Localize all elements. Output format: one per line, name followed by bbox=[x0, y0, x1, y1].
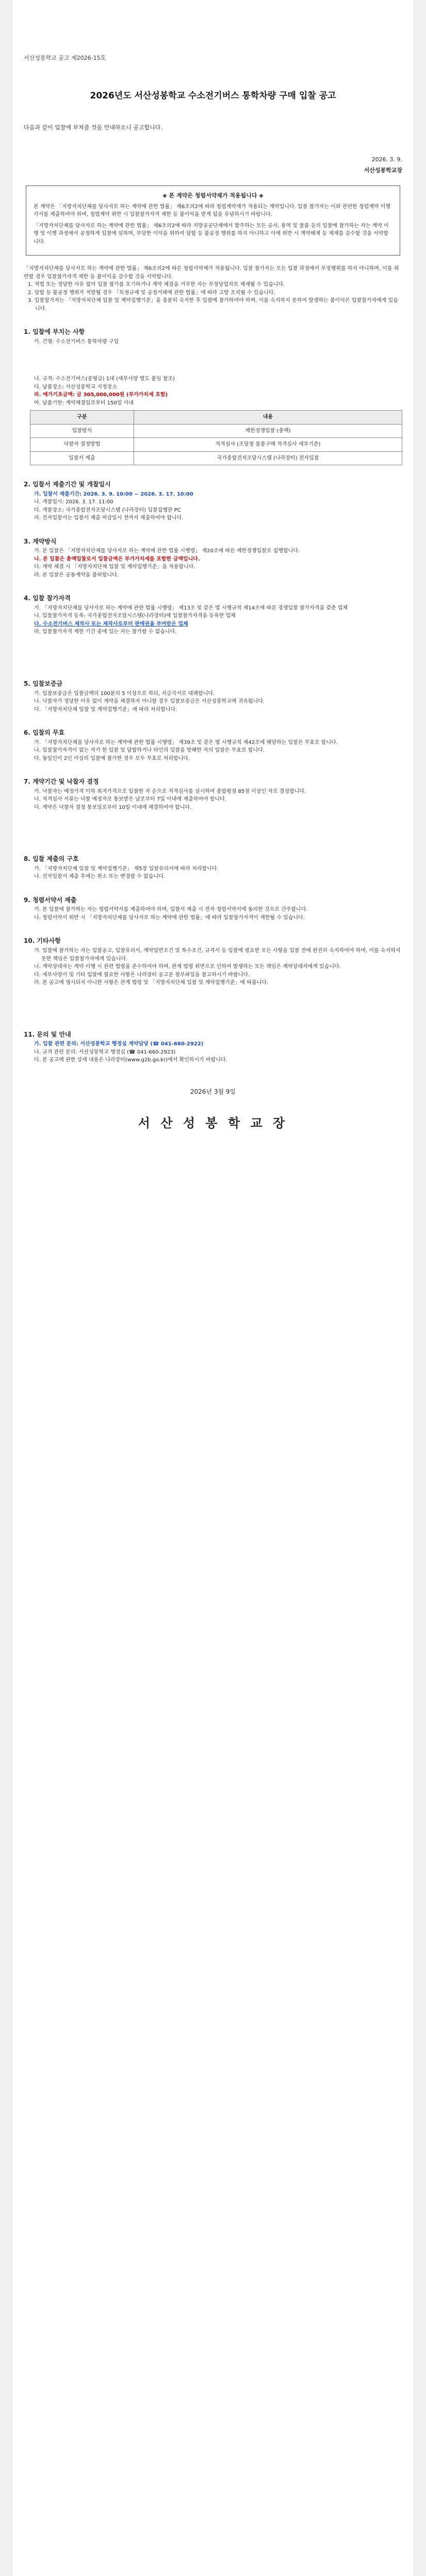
section-title: 11. 문의 및 안내 bbox=[24, 1030, 71, 1038]
preamble-item: 3. 입찰참가자는 「지방자치단체 입찰 및 계약집행기준」을 충분히 숙지한 후 입찰에 참가하여야 하며, 이를 숙지하지 못하여 발생하는 불이익은 입찰참가자에게 있습니다. bbox=[28, 298, 398, 312]
section-line: 나. 입찰참가자격 등록: 국가종합전자조달시스템(나라장터)에 입찰참가자격을 등록한 업체 bbox=[34, 613, 236, 619]
section-line: 나. 청렴서약서 위반 시 「지방자치단체를 당사자로 하는 계약에 관한 법률」에 따라 입찰참가자격이 제한될 수 있습니다. bbox=[34, 914, 305, 921]
integrity-notice-heading: ◈ 본 계약은 청렴서약제가 적용됩니다 ◈ bbox=[162, 192, 264, 199]
document-title: 2026년도 서산성봉학교 수소전기버스 통학차량 구매 입찰 공고 bbox=[90, 91, 336, 101]
section-line: 나. 본 입찰은 총액입찰로서 입찰금액은 부가가치세를 포함한 금액입니다. bbox=[34, 556, 200, 562]
section-line: 가. 입찰보증금은 입찰금액의 100분의 5 이상으로 하되, 지급각서로 대체합니다. bbox=[34, 690, 215, 697]
integrity-notice-item: 본 계약은 「지방자치단체를 당사자로 하는 계약에 관한 법률」 제6조의2에 따라 청렴계약제가 적용되는 계약입니다. 입찰 참가자는 이와 관련한 청렴계약 이행각서를 제출하여야 하며, 청렴계약 위반 시 입찰참가자격 제한 등 불이익을 받게 됨을 유념하시기 바랍니다. bbox=[34, 204, 391, 218]
preamble-item: 2. 담합 등 불공정 행위가 적발될 경우 「독점규제 및 공정거래에 관한 법률」에 따라 고발 조치될 수 있습니다. bbox=[28, 290, 275, 296]
preamble bbox=[24, 265, 402, 313]
section-body bbox=[24, 906, 402, 922]
notice-document bbox=[12, 0, 414, 2576]
section-line: 가. 「지방자치단체를 당사자로 하는 계약에 관한 법률 시행령」 제13조 및 같은 법 시행규칙 제14조에 따른 경쟁입찰 참가자격을 갖춘 업체 bbox=[34, 605, 348, 611]
section-title: 5. 입찰보증금 bbox=[24, 680, 63, 687]
section-body bbox=[24, 739, 402, 763]
table-cell: 적격심사 (조달청 물품구매 적격심사 세부기준) bbox=[134, 438, 402, 452]
notice-number: 서산성봉학교 공고 제2026-15호 bbox=[24, 55, 106, 61]
section-body bbox=[24, 490, 402, 522]
section-title: 3. 계약방식 bbox=[24, 537, 57, 545]
section-line: 라. 본 공고에 명시되지 아니한 사항은 관계 법령 및 「지방자치단체 입찰 및 계약집행기준」에 따릅니다. bbox=[34, 980, 269, 986]
section-line: 나. 적격심사 서류는 낙찰 예정자로 통보받은 날로부터 7일 이내에 제출하여야 합니다. bbox=[34, 796, 226, 803]
table-header: 구분 bbox=[30, 411, 134, 425]
section-body bbox=[24, 788, 402, 812]
section-body bbox=[24, 547, 402, 579]
section-line: 나. 규격 관련 문의: 서산성봉학교 행정실 (☎ 041-660-2923) bbox=[34, 1049, 176, 1055]
section-line: 라. 전자입찰서는 입찰서 제출 마감일시 전까지 제출하여야 합니다. bbox=[34, 515, 184, 521]
section-body bbox=[24, 375, 402, 465]
section-line: 마. 납품기한: 계약체결일로부터 150일 이내 bbox=[34, 400, 134, 406]
section-title: 8. 입찰 제출의 구호 bbox=[24, 855, 79, 863]
table-cell: 입찰방식 bbox=[30, 424, 134, 438]
section-line: 가. 입찰서 제출기간: 2026. 3. 9. 10:00 ~ 2026. 3. 17. 10:00 bbox=[34, 491, 193, 497]
notice-issuer: 서산성봉학교장 bbox=[364, 167, 402, 174]
section-line: 다. 「지방자치단체 입찰 및 계약집행기준」에 따라 처리합니다. bbox=[34, 706, 177, 713]
section-body bbox=[24, 865, 402, 881]
section-body bbox=[24, 690, 402, 714]
section-line: 나. 개찰일시: 2026. 3. 17. 11:00 bbox=[34, 499, 113, 505]
section-title: 2. 입찰서 제출기간 및 개찰일시 bbox=[24, 481, 111, 488]
section-line: 가. 「지방자치단체를 당사자로 하는 계약에 관한 법률 시행령」 제39조 및 같은 법 시행규칙 제42조에 해당하는 입찰은 무효로 합니다. bbox=[34, 739, 338, 745]
section-line: 라. 예가기초금액: 금 305,000,000원 (부가가치세 포함) bbox=[34, 392, 168, 398]
bid-summary-table bbox=[30, 410, 402, 465]
section-line: 다. 동일인이 2인 이상의 입찰에 참가한 경우 모두 무효로 처리합니다. bbox=[34, 755, 190, 761]
section-title: 7. 계약기간 및 낙찰자 결정 bbox=[24, 778, 99, 786]
section-line: 가. 본 입찰에 참가하는 자는 청렴서약서를 제출하여야 하며, 입찰서 제출 시 전자 청렴서약서에 동의한 것으로 간주합니다. bbox=[34, 907, 308, 913]
table-row bbox=[30, 424, 402, 438]
section-body bbox=[24, 947, 402, 987]
section-body bbox=[24, 338, 402, 346]
section-body bbox=[24, 604, 402, 636]
preamble-paragraph: 「지방자치단체를 당사자로 하는 계약에 관한 법률」 제6조의2에 따른 청렴서약제가 적용됩니다. 입찰 참가자는 모든 입찰 과정에서 부정행위를 하지 아니하며, 이를 위반할 경우 입찰참가자격 제한 등 불이익을 감수할 것을 서약합니다. bbox=[24, 266, 399, 280]
section-line: 다. 계약은 낙찰자 결정 통보일로부터 10일 이내에 체결하여야 합니다. bbox=[34, 804, 192, 810]
section-line: 다. 본 공고에 관한 상세 내용은 나라장터(www.g2b.go.kr)에서 확인하시기 바랍니다. bbox=[34, 1057, 227, 1063]
section-line: 다. 세부사양서 및 기타 입찰에 필요한 사항은 나라장터 공고문 첨부파일을 참고하시기 바랍니다. bbox=[34, 972, 250, 978]
section-line: 다. 수소전기버스 제작사 또는 제작사로부터 판매권을 부여받은 업체 bbox=[34, 621, 188, 627]
section-line: 나. 계약상대자는 계약 이행 시 관련 법령을 준수하여야 하며, 관계 법령 위반으로 인하여 발생하는 모든 책임은 계약상대자에게 있습니다. bbox=[34, 964, 341, 970]
notice-date: 2026. 3. 9. bbox=[371, 156, 402, 163]
section-title: 10. 기타사항 bbox=[24, 937, 61, 945]
section-title: 1. 입찰에 부치는 사항 bbox=[24, 328, 85, 336]
section-line: 가. 본 입찰은 「지방자치단체를 당사자로 하는 계약에 관한 법률 시행령」 제20조에 따른 제한경쟁입찰로 집행합니다. bbox=[34, 548, 300, 554]
section-line: 가. 건명: 수소전기버스 통학차량 구입 bbox=[34, 338, 119, 345]
section-body bbox=[24, 1040, 402, 1064]
section-title: 9. 청렴서약서 제출 bbox=[24, 896, 77, 904]
table-cell: 국가종합전자조달시스템 (나라장터) 전자입찰 bbox=[134, 451, 402, 465]
intro-text: 다음과 같이 입찰에 부쳐줄 것을 안내하오니 공고합니다. bbox=[24, 124, 162, 131]
section-line: 다. 납품장소: 서산성봉학교 지정장소 bbox=[34, 384, 117, 390]
section-line: 가. 입찰에 참가하는 자는 입찰공고, 입찰유의서, 계약일반조건 및 특수조건, 규격서 등 입찰에 필요한 모든 사항을 입찰 전에 완전히 숙지하여야 하며, 이를 숙지하지 못한 책임은 입찰참가자에게 있습니다. bbox=[34, 948, 401, 962]
section-line: 나. 입찰참가자격이 없는 자가 한 입찰 및 담합하거나 타인의 입찰을 방해한 자의 입찰은 무효로 합니다. bbox=[34, 748, 265, 754]
section-line: 라. 본 입찰은 공동계약을 불허합니다. bbox=[34, 572, 119, 578]
table-cell: 낙찰자 결정방법 bbox=[30, 438, 134, 452]
closing-issuer: 서 산 성 봉 학 교 장 bbox=[138, 1116, 288, 1131]
section-line: 나. 낙찰자가 정당한 이유 없이 계약을 체결하지 아니할 경우 입찰보증금은 서산성봉학교에 귀속됩니다. bbox=[34, 699, 265, 705]
section-line: 가. 낙찰자는 예정가격 이하 최저가격으로 입찰한 자 순으로 적격심사를 실시하여 종합평점 85점 이상인 자로 결정합니다. bbox=[34, 788, 306, 794]
table-header: 내용 bbox=[134, 411, 402, 425]
table-cell: 입찰서 제출 bbox=[30, 451, 134, 465]
section-title: 4. 입찰 참가자격 bbox=[24, 595, 71, 602]
section-line: 라. 입찰참가자격 제한 기간 중에 있는 자는 참가할 수 없습니다. bbox=[34, 629, 177, 635]
section-line: 나. 규격: 수소전기버스(중형급) 1대 (세부사양 별도 붙임 참조) bbox=[34, 376, 175, 382]
table-cell: 제한경쟁입찰 (총액) bbox=[134, 424, 402, 438]
preamble-item: 1. 적법 또는 정당한 사유 없이 입찰 참가를 포기하거나 계약 체결을 거부한 자는 부정당업자로 제재될 수 있습니다. bbox=[28, 282, 285, 288]
integrity-notice-item: 「지방자치단체를 당사자로 하는 계약에 관한 법률」 제6조의2에 따라 지방공공단체에서 발주하는 모든 공사, 용역 및 물품 등의 입찰에 참가하는 자는 계약 이행 및 이행 과정에서 공정하게 입찰에 임하며, 부당한 이익을 위하여 담합 등 불공정 행위를 하지 아니하고 이에 위반 시 계약해제 등 제재를 감수할 것을 서약합니다. bbox=[34, 223, 389, 245]
section-line: 가. 입찰 관련 문의: 서산성봉학교 행정실 계약담당 (☎ 041-660-2922) bbox=[34, 1041, 204, 1047]
section-line: 다. 계약 체결 시 「지방자치단체 입찰 및 계약집행기준」을 적용합니다. bbox=[34, 564, 195, 570]
table-row bbox=[30, 438, 402, 452]
table-row bbox=[30, 451, 402, 465]
closing-date: 2026년 3월 9일 bbox=[190, 1088, 236, 1095]
section-line: 나. 전자입찰서 제출 후에는 취소 또는 변경할 수 없습니다. bbox=[34, 874, 165, 880]
integrity-notice-box bbox=[26, 185, 400, 256]
section-title: 6. 입찰의 무효 bbox=[24, 729, 65, 737]
section-line: 가. 「지방자치단체 입찰 및 계약집행기준」 제5장 입찰유의서에 따라 처리합니다. bbox=[34, 866, 219, 872]
section-line: 다. 개찰장소: 국가종합전자조달시스템 (나라장터) 입찰집행관 PC bbox=[34, 507, 181, 513]
